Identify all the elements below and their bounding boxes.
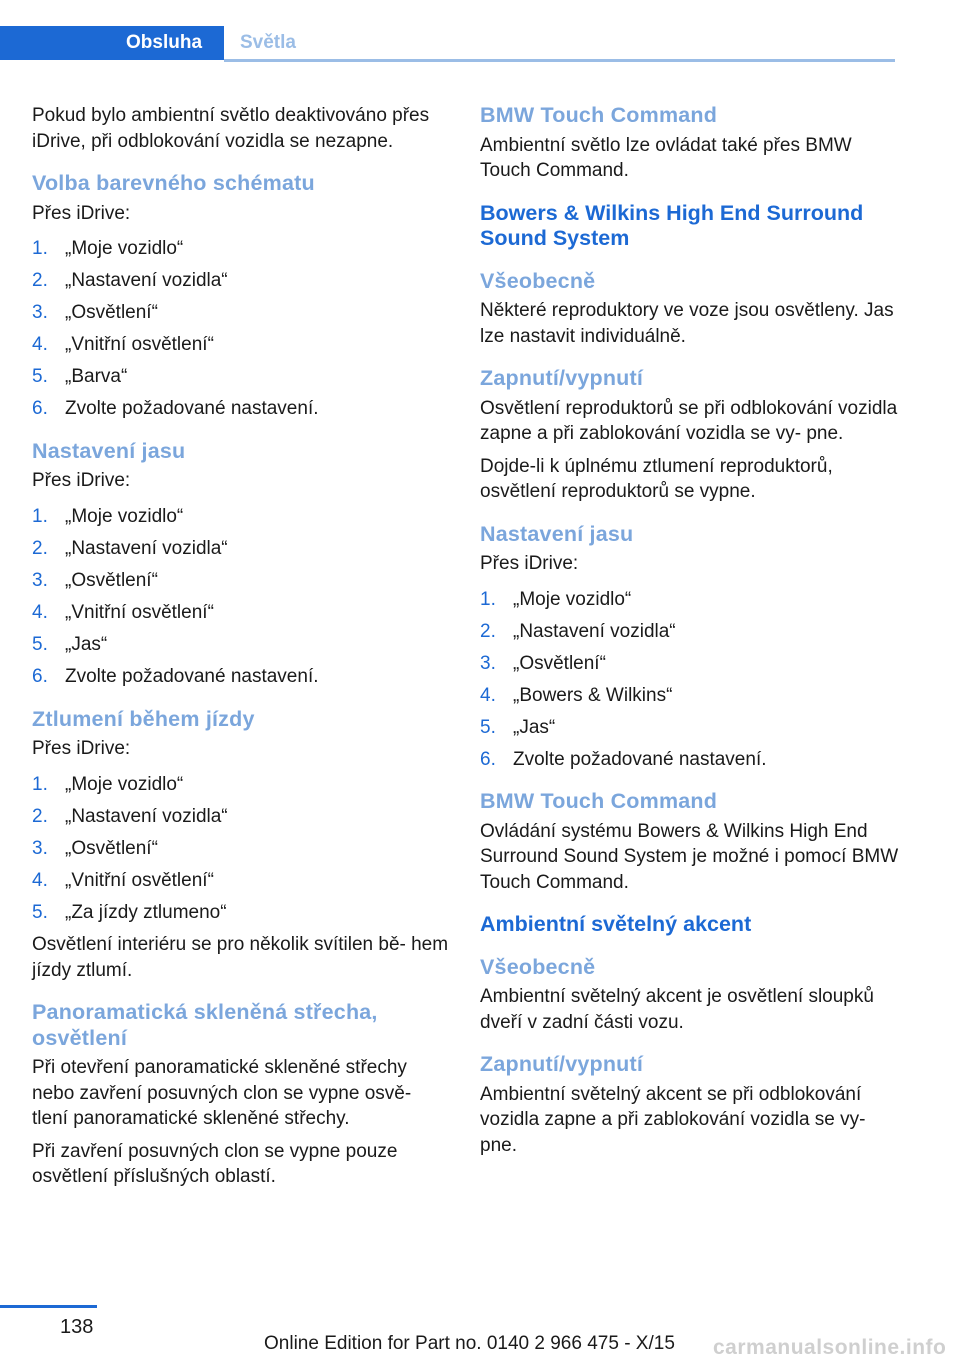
step-number: 3. [32,838,48,860]
step-number: 2. [32,270,48,292]
step-text: „Nastavení vozidla“ [65,538,228,560]
section-heading: Nastavení jasu [480,521,634,546]
step-text: „Osvětlení“ [65,570,158,592]
list-item [32,396,452,422]
step-number: 3. [480,652,496,674]
list-item [32,632,452,658]
step-text: Zvolte požadované nastavení. [513,748,767,770]
step-number: 2. [32,538,48,560]
step-number: 1. [32,238,48,259]
step-text: „Vnitřní osvětlení“ [65,334,214,356]
body-paragraph: Při otevření panoramatické skleněné střechy nebo zavření posuvných clon se vypne osvě- tlení panoramatické skleněné střechy. [32,1057,412,1130]
body-paragraph: Ambientní světlo lze ovládat také přes BMW Touch Command. [480,134,852,181]
step-text: „Moje vozidlo“ [513,588,632,610]
list-item [32,236,452,262]
step-text: „Vnitřní osvětlení“ [65,870,214,892]
step-text: „Nastavení vozidla“ [65,270,228,292]
tab-obsluha-label: Obsluha [126,32,203,53]
step-text: „Nastavení vozidla“ [513,620,676,642]
page-number: 138 [60,1316,94,1338]
list-item [32,868,452,894]
step-text: Zvolte požadované nastavení. [65,666,319,688]
section-heading: Všeobecně [480,954,596,979]
step-number: 4. [480,684,496,706]
list-item [480,683,900,709]
list-item [32,804,452,830]
section-heading: Zapnutí/vypnutí [480,1052,644,1077]
step-text: „Jas“ [513,716,556,738]
step-text: „Vnitřní osvětlení“ [65,602,214,624]
section-heading: Nastavení jasu [32,438,186,463]
step-text: „Osvětlení“ [513,652,606,674]
chapter-heading: Bowers & Wilkins High End Surround Sound System [480,200,864,250]
header-divider [224,59,895,62]
list-item [480,747,900,773]
step-number: 1. [32,773,48,795]
list-item [32,836,452,862]
header-bar [0,26,895,62]
section-heading: Ztlumení během jízdy [32,706,255,731]
tab-svetla[interactable] [224,26,895,60]
step-number: 5. [480,716,496,738]
step-number: 4. [32,602,48,624]
step-number: 6. [480,748,496,770]
left-column [32,103,452,1197]
step-text: „Bowers & Wilkins“ [513,684,673,706]
step-text: Zvolte požadované nastavení. [65,398,319,420]
section-heading: BMW Touch Command [480,103,718,127]
step-number: 5. [32,366,48,388]
list-item [32,900,452,926]
step-number: 2. [32,806,48,828]
section-heading: Volba barevného schématu [32,171,315,195]
body-paragraph: Ambientní světelný akcent je osvětlení sloupků dveří v zadní části vozu. [480,986,874,1033]
section-lead: Přes iDrive: [32,738,131,760]
step-text: „Moje vozidlo“ [65,505,184,527]
step-text: „Za jízdy ztlumeno“ [65,902,227,924]
body-paragraph: Ambientní světelný akcent se při odblokování vozidla zapne a při zablokování vozidla se vy- pne. [480,1083,866,1156]
step-number: 2. [480,620,496,642]
list-item [480,715,900,741]
body-paragraph: Při zavření posuvných clon se vypne pouze osvětlení příslušných oblastí. [32,1140,398,1188]
step-text: „Osvětlení“ [65,302,158,324]
list-item [32,504,452,530]
step-text: „Moje vozidlo“ [65,238,184,259]
section-lead: Přes iDrive: [32,470,131,492]
section-heading: BMW Touch Command [480,789,718,814]
list-item [32,664,452,690]
body-paragraph: Některé reproduktory ve voze jsou osvětleny. Jas lze nastavit individuálně. [480,300,894,347]
section-lead: Přes iDrive: [480,553,579,574]
step-number: 1. [480,588,496,610]
step-text: „Barva“ [65,366,128,388]
step-number: 4. [32,870,48,892]
list-item [32,300,452,326]
steps-list [32,504,452,690]
body-paragraph: Ovládání systému Bowers & Wilkins High End Surround Sound System je možné i pomocí BMW Touch Command. [480,820,899,893]
steps-list [480,587,900,773]
watermark: carmanualsonline.info [713,1336,947,1359]
step-number: 5. [32,902,48,924]
footer-divider [0,1305,97,1308]
list-item [32,268,452,294]
intro-paragraph: Pokud bylo ambientní světlo deaktivováno přes iDrive, při odblokování vozidla se nezapne. [32,105,430,152]
step-text: „Osvětlení“ [65,838,158,860]
list-item [32,772,452,798]
step-number: 4. [32,334,48,356]
right-column [480,103,900,1165]
step-text: „Nastavení vozidla“ [65,806,228,828]
body-paragraph: Osvětlení reproduktorů se při odblokování vozidla zapne a při zablokování vozidla se vy- pne. [480,397,898,444]
step-text: „Jas“ [65,634,108,656]
list-item [32,364,452,390]
section-lead: Přes iDrive: [32,202,131,224]
step-text: „Moje vozidlo“ [65,773,184,795]
steps-list [32,236,452,422]
step-number: 3. [32,570,48,592]
section-heading: Panoramatická skleněná střecha, osvětlení [32,1000,378,1050]
list-item [480,587,900,613]
edition-text: Online Edition for Part no. 0140 2 966 475 - X/15 [264,1333,675,1354]
body-paragraph: Dojde-li k úplnému ztlumení reproduktorů, osvětlení reproduktorů se vypne. [480,455,833,502]
tab-svetla-label: Světla [240,32,296,53]
list-item [32,600,452,626]
list-item [32,568,452,594]
section-note: Osvětlení interiéru se pro několik svítilen bě- hem jízdy ztlumí. [32,934,449,981]
chapter-heading: Ambientní světelný akcent [480,912,752,937]
list-item [32,332,452,358]
step-number: 3. [32,302,48,324]
step-number: 5. [32,634,48,656]
list-item [480,651,900,677]
section-heading: Všeobecně [480,268,596,293]
section-heading: Zapnutí/vypnutí [480,366,644,390]
step-number: 6. [32,666,48,688]
steps-list [32,772,452,926]
step-number: 1. [32,505,48,527]
list-item [480,619,900,645]
list-item [32,536,452,562]
step-number: 6. [32,398,48,420]
tab-obsluha[interactable] [0,26,224,60]
